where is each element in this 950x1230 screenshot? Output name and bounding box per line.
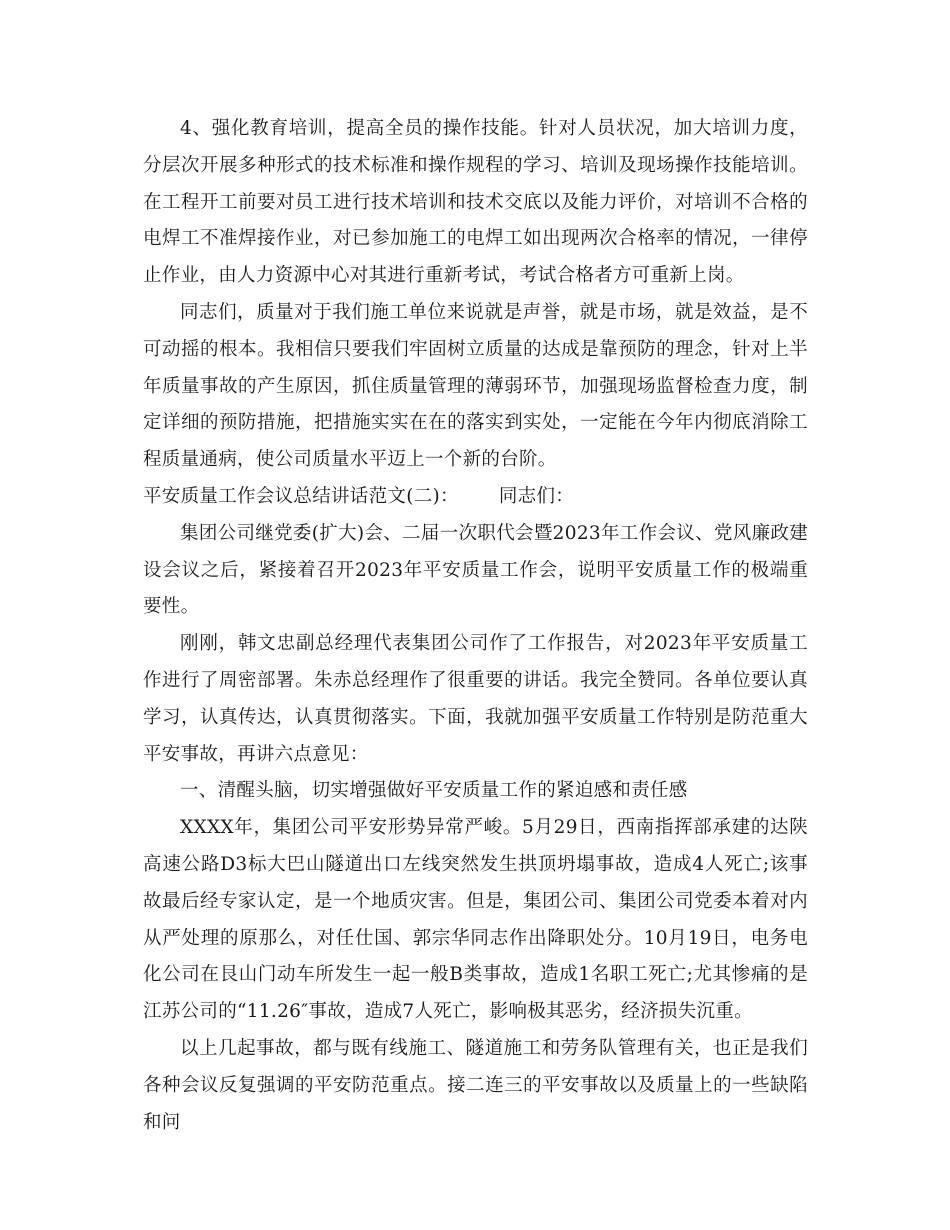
- document-body: [143, 111, 808, 1141]
- paragraph-summary: 以上几起事故，都与既有线施工、隧道施工和劳务队管理有关，也正是我们各种会议反复强调的平安防范重点。接二连三的平安事故以及质量上的一些缺陷和问: [143, 1037, 808, 1133]
- paragraph-meeting-intro: 集团公司继党委(扩大)会、二届一次职代会暨2023年工作会议、党风廉政建设会议之后，紧接着召开2023年平安质量工作会，说明平安质量工作的极端重要性。: [143, 522, 808, 618]
- section-title: 平安质量工作会议总结讲话范文(二)：: [143, 485, 459, 507]
- paragraph-quality: 同志们，质量对于我们施工单位来说就是声誉，就是市场，就是效益，是不可动摇的根本。我相信只要我们牢固树立质量的达成是靠预防的理念，针对上半年质量事故的产生原因，抓住质量管理的薄弱环节，加强现场监督检查力度，制定详细的预防措施，把措施实实在在的落实到实处，一定能在今年内彻底消除工程质量通病，使公司质量水平迈上一个新的台阶。: [143, 301, 808, 471]
- salutation: 同志们：: [498, 485, 575, 507]
- paragraph-report: 刚刚，韩文忠副总经理代表集团公司作了工作报告，对2023年平安质量工作进行了周密部署。朱赤总经理作了很重要的讲话。我完全赞同。各单位要认真学习，认真传达，认真贯彻落实。下面，我就加强平安质量工作特别是防范重大平安事故，再讲六点意见：: [143, 633, 808, 765]
- section-title-line: [143, 479, 808, 516]
- paragraph-training: 4、强化教育培训，提高全员的操作技能。针对人员状况，加大培训力度，分层次开展多种形式的技术标准和操作规程的学习、培训及现场操作技能培训。在工程开工前要对员工进行技术培训和技术交底以及能力评价，对培训不合格的电焊工不准焊接作业，对已参加施工的电焊工如出现两次合格率的情况，一律停止作业，由人力资源中心对其进行重新考试，考试合格者方可重新上岗。: [143, 118, 808, 287]
- subheading-first-point: 一、清醒头脑，切实增强做好平安质量工作的紧迫感和责任感: [180, 780, 688, 802]
- paragraph-accidents: XXXX年，集团公司平安形势异常严峻。5月29日，西南指挥部承建的达陕高速公路D3标大巴山隧道出口左线突然发生拱顶坍塌事故，造成4人死亡;该事故最后经专家认定，是一个地质灾害。但是，集团公司、集团公司党委本着对内从严处理的原那么，对任仕国、郭宗华同志作出降职处分。10月19日，电务电化公司在艮山门动车所发生一起一般B类事故，造成1名职工死亡;尤其惨痛的是江苏公司的“11.26″事故，造成7人死亡，影响极其恶劣，经济损失沉重。: [143, 817, 808, 1023]
